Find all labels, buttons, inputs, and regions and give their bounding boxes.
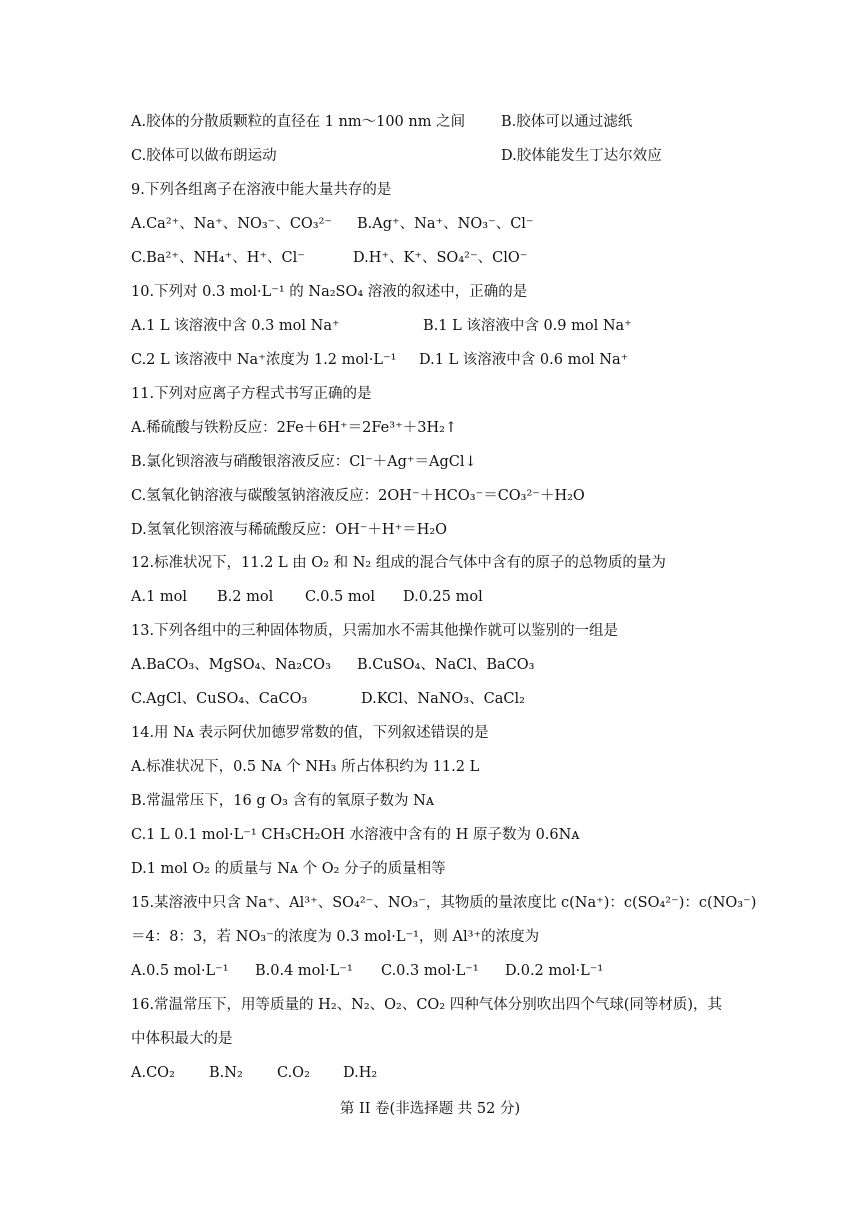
- q11-option-d: D.氢氧化钡溶液与稀硫酸反应：OH⁻＋H⁺＝H₂O: [131, 522, 448, 538]
- q13-option-c: C.AgCl、CuSO₄、CaCO₃: [131, 691, 308, 707]
- q9-stem: 9.下列各组离子在溶液中能大量共存的是: [131, 182, 392, 198]
- q12-option-a: A.1 mol: [131, 589, 188, 605]
- q11-option-a: A.稀硫酸与铁粉反应：2Fe＋6H⁺＝2Fe³⁺＋3H₂↑: [131, 420, 458, 436]
- q13-option-a: A.BaCO₃、MgSO₄、Na₂CO₃: [131, 657, 331, 673]
- q12-option-d: D.0.25 mol: [403, 589, 483, 605]
- q12-option-c: C.0.5 mol: [305, 589, 375, 605]
- q9-option-a: A.Ca²⁺、Na⁺、NO₃⁻、CO₃²⁻: [131, 216, 333, 232]
- q15-option-b: B.0.4 mol·L⁻¹: [255, 963, 353, 979]
- q15-stem-line1: 15.某溶液中只含 Na⁺、Al³⁺、SO₄²⁻、NO₃⁻，其物质的量浓度比 c(Na⁺)：c(SO₄²⁻)：c(NO₃⁻): [131, 895, 757, 911]
- q15-option-d: D.0.2 mol·L⁻¹: [505, 963, 604, 979]
- q10-option-a: A.1 L 该溶液中含 0.3 mol Na⁺: [131, 318, 340, 334]
- q8-option-c: C.胶体可以做布朗运动: [131, 148, 277, 164]
- q10-option-d: D.1 L 该溶液中含 0.6 mol Na⁺: [419, 352, 629, 368]
- q13-option-b: B.CuSO₄、NaCl、BaCO₃: [357, 657, 535, 673]
- section-title: 第 II 卷(非选择题 共 52 分): [339, 1101, 521, 1117]
- q16-option-a: A.CO₂: [131, 1065, 175, 1081]
- q9-option-c: C.Ba²⁺、NH₄⁺、H⁺、Cl⁻: [131, 250, 305, 266]
- q16-option-d: D.H₂: [343, 1065, 378, 1081]
- q12-option-b: B.2 mol: [217, 589, 274, 605]
- q16-option-c: C.O₂: [277, 1065, 310, 1081]
- q8-option-b: B.胶体可以通过滤纸: [501, 114, 633, 130]
- q13-stem: 13.下列各组中的三种固体物质，只需加水不需其他操作就可以鉴别的一组是: [131, 623, 619, 639]
- q11-stem: 11.下列对应离子方程式书写正确的是: [131, 386, 372, 402]
- q15-stem-line2: ＝4：8：3，若 NO₃⁻的浓度为 0.3 mol·L⁻¹，则 Al³⁺的浓度为: [131, 929, 540, 945]
- q16-stem-line2: 中体积最大的是: [131, 1031, 233, 1047]
- q14-option-a: A.标准状况下，0.5 Nᴀ 个 NH₃ 所占体积约为 11.2 L: [131, 759, 480, 775]
- q15-option-a: A.0.5 mol·L⁻¹: [131, 963, 229, 979]
- q13-option-d: D.KCl、NaNO₃、CaCl₂: [361, 691, 525, 707]
- q16-option-b: B.N₂: [209, 1065, 243, 1081]
- q10-stem: 10.下列对 0.3 mol·L⁻¹ 的 Na₂SO₄ 溶液的叙述中，正确的是: [131, 284, 528, 300]
- q14-option-b: B.常温常压下，16 g O₃ 含有的氧原子数为 Nᴀ: [131, 793, 435, 809]
- q10-option-c: C.2 L 该溶液中 Na⁺浓度为 1.2 mol·L⁻¹: [131, 352, 397, 368]
- q14-option-c: C.1 L 0.1 mol·L⁻¹ CH₃CH₂OH 水溶液中含有的 H 原子数为 0.6Nᴀ: [131, 827, 580, 843]
- q8-option-d: D.胶体能发生丁达尔效应: [501, 148, 662, 164]
- q15-option-c: C.0.3 mol·L⁻¹: [381, 963, 479, 979]
- q12-stem: 12.标准状况下，11.2 L 由 O₂ 和 N₂ 组成的混合气体中含有的原子的总物质的量为: [131, 555, 666, 571]
- q10-option-b: B.1 L 该溶液中含 0.9 mol Na⁺: [423, 318, 632, 334]
- q9-option-d: D.H⁺、K⁺、SO₄²⁻、ClO⁻: [353, 250, 528, 266]
- q8-option-a: A.胶体的分散质颗粒的直径在 1 nm～100 nm 之间: [131, 114, 466, 130]
- q16-stem-line1: 16.常温常压下，用等质量的 H₂、N₂、O₂、CO₂ 四种气体分别吹出四个气球(同等材质)，其: [131, 997, 723, 1013]
- q9-option-b: B.Ag⁺、Na⁺、NO₃⁻、Cl⁻: [357, 216, 534, 232]
- q11-option-b: B.氯化钡溶液与硝酸银溶液反应：Cl⁻＋Ag⁺＝AgCl↓: [131, 454, 477, 470]
- q14-stem: 14.用 Nᴀ 表示阿伏加德罗常数的值，下列叙述错误的是: [131, 725, 489, 741]
- q14-option-d: D.1 mol O₂ 的质量与 Nᴀ 个 O₂ 分子的质量相等: [131, 861, 446, 877]
- q11-option-c: C.氢氧化钠溶液与碳酸氢钠溶液反应：2OH⁻＋HCO₃⁻＝CO₃²⁻＋H₂O: [131, 488, 585, 504]
